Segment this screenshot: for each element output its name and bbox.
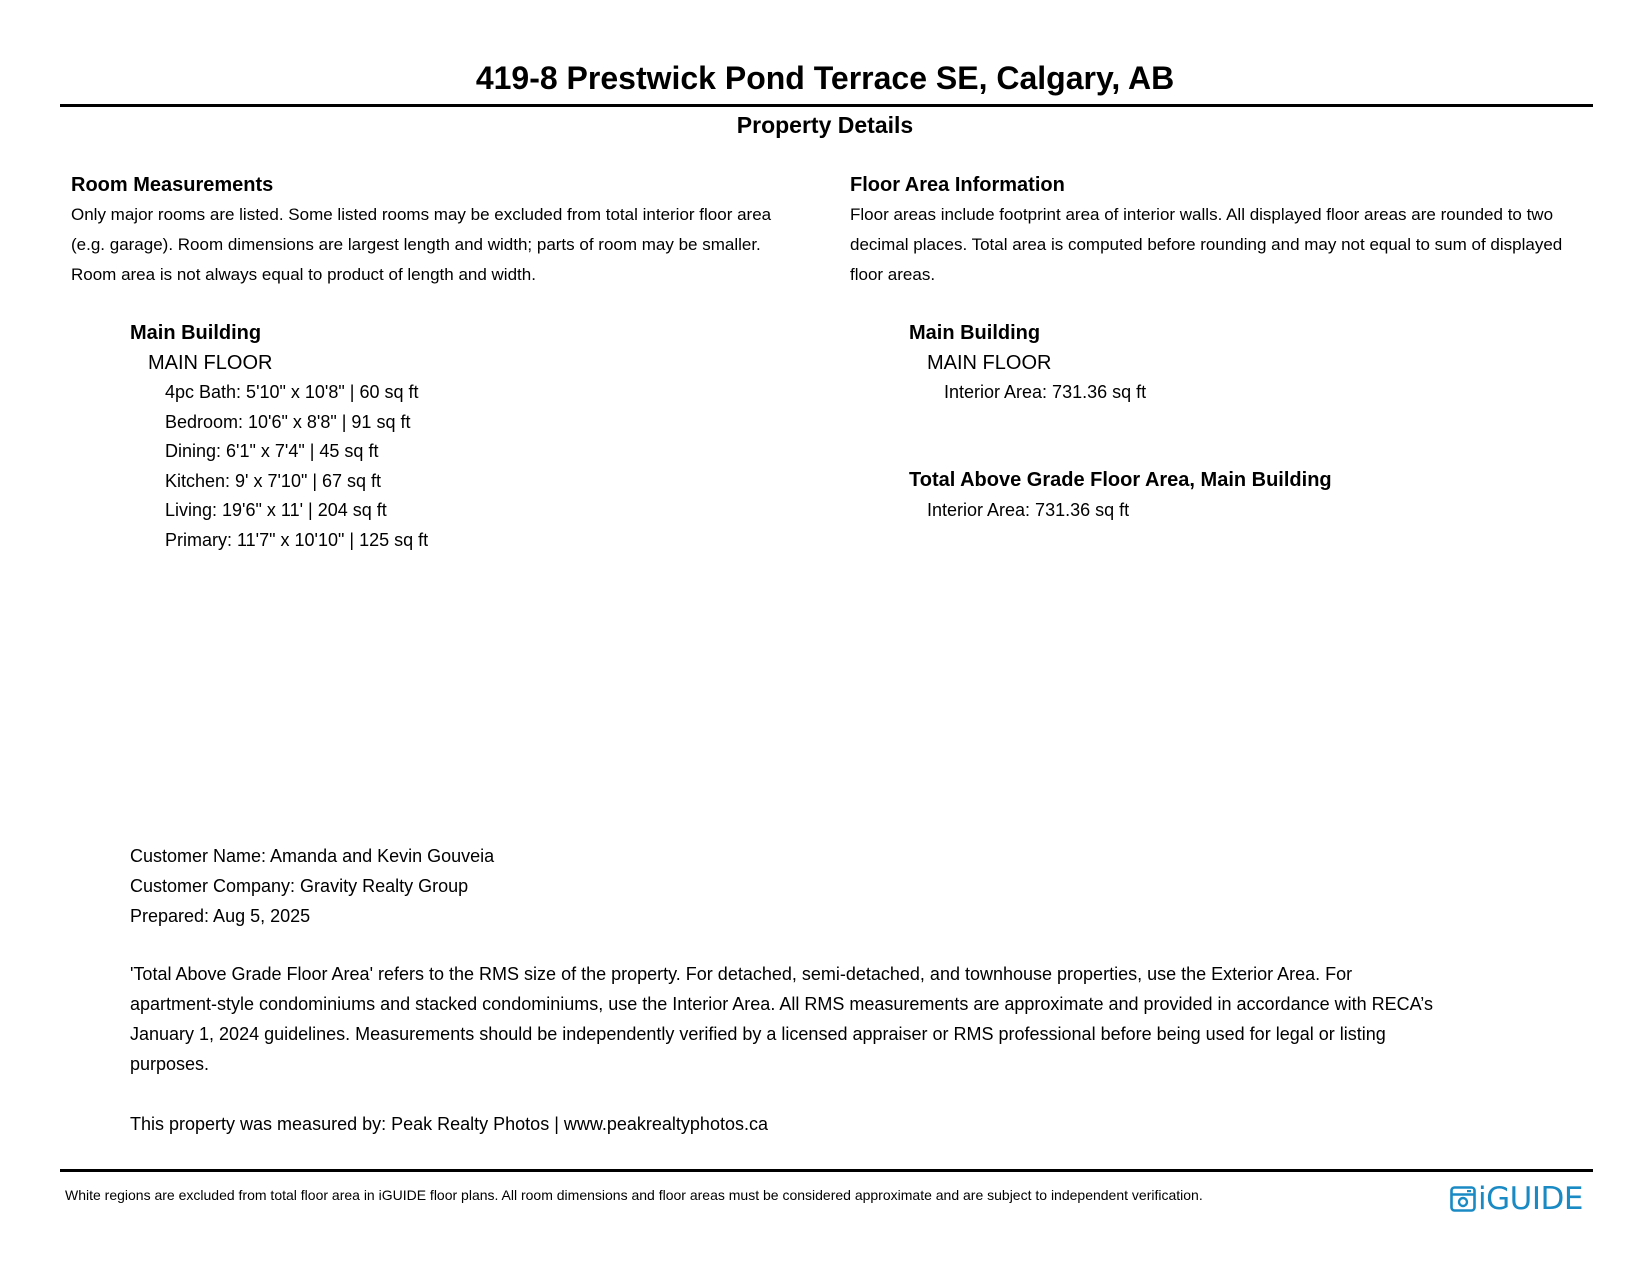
header-divider: [60, 104, 1593, 107]
customer-company: Customer Company: Gravity Realty Group: [130, 876, 469, 896]
camera-box-icon: [1450, 1186, 1476, 1212]
footer-disclaimer: White regions are excluded from total floor area in iGUIDE floor plans. All room dimensions and floor areas must be considered approximate and are subject to independent verification.: [65, 1187, 1203, 1203]
rms-note: [130, 959, 1560, 1079]
prepared-date: Prepared: Aug 5, 2025: [130, 906, 311, 926]
floor-area-section: [850, 170, 1610, 290]
measured-by: This property was measured by: Peak Realty Photos | www.peakrealtyphotos.ca: [130, 1114, 768, 1134]
customer-name: Customer Name: Amanda and Kevin Gouveia: [130, 846, 495, 866]
rms-note-line: January 1, 2024 guidelines. Measurements should be independently verified by a licensed appraiser or RMS professional before being used for legal or listing: [130, 1024, 1386, 1044]
room-item: Living: 19'6" x 11' | 204 sq ft: [165, 500, 387, 520]
rms-note-line: apartment-style condominiums and stacked condominiums, use the Interior Area. All RMS measurements are approximate and provided in accordance with RECA’s: [130, 994, 1433, 1014]
room-item: 4pc Bath: 5'10" x 10'8" | 60 sq ft: [165, 382, 419, 402]
room-floor-label: MAIN FLOOR: [148, 351, 273, 374]
floor-area-block: [909, 319, 1146, 408]
room-measurements-desc-line: Only major rooms are listed. Some listed rooms may be excluded from total interior floor area: [71, 205, 772, 224]
floor-area-desc-line: decimal places. Total area is computed before rounding and may not equal to sum of displayed: [850, 235, 1563, 254]
footer-divider: [60, 1169, 1593, 1172]
floor-area-heading: Floor Area Information: [850, 174, 1065, 196]
page-title: 419-8 Prestwick Pond Terrace SE, Calgary, AB: [475, 60, 1175, 96]
room-item: Kitchen: 9' x 7'10" | 67 sq ft: [165, 470, 382, 491]
iguide-logo-text: iGUIDE: [1478, 1181, 1583, 1217]
floor-interior-area: Interior Area: 731.36 sq ft: [944, 382, 1147, 402]
page-subtitle: Property Details: [736, 112, 914, 138]
floor-area-building-heading: Main Building: [909, 322, 1041, 344]
room-measurements-desc-line: Room area is not always equal to product of length and width.: [71, 265, 536, 284]
total-area-heading: Total Above Grade Floor Area, Main Building: [909, 469, 1332, 491]
room-item: Bedroom: 10'6" x 8'8" | 91 sq ft: [165, 411, 411, 432]
rms-note-line: purposes.: [130, 1054, 210, 1074]
rms-note-line: 'Total Above Grade Floor Area' refers to the RMS size of the property. For detached, semi-detached, and townhouse properties, use the Exterior Area. For: [130, 964, 1353, 984]
room-list-block: [130, 319, 428, 555]
iguide-logo: [1450, 1181, 1583, 1217]
total-area-block: [909, 466, 1332, 525]
room-measurements-desc-line: (e.g. garage). Room dimensions are largest length and width; parts of room may be smaller.: [71, 235, 761, 254]
total-interior-area: Interior Area: 731.36 sq ft: [927, 499, 1130, 520]
room-building-heading: Main Building: [130, 322, 262, 344]
room-item: Primary: 11'7" x 10'10" | 125 sq ft: [165, 529, 429, 550]
floor-area-desc-line: floor areas.: [850, 265, 936, 284]
floor-area-floor-label: MAIN FLOOR: [927, 351, 1052, 374]
floor-area-desc-line: Floor areas include footprint area of interior walls. All displayed floor areas are rounded to two: [850, 205, 1554, 224]
customer-info: [130, 841, 494, 931]
room-measurements-section: [71, 170, 831, 290]
room-measurements-heading: Room Measurements: [71, 174, 274, 196]
room-item: Dining: 6'1" x 7'4" | 45 sq ft: [165, 441, 379, 461]
